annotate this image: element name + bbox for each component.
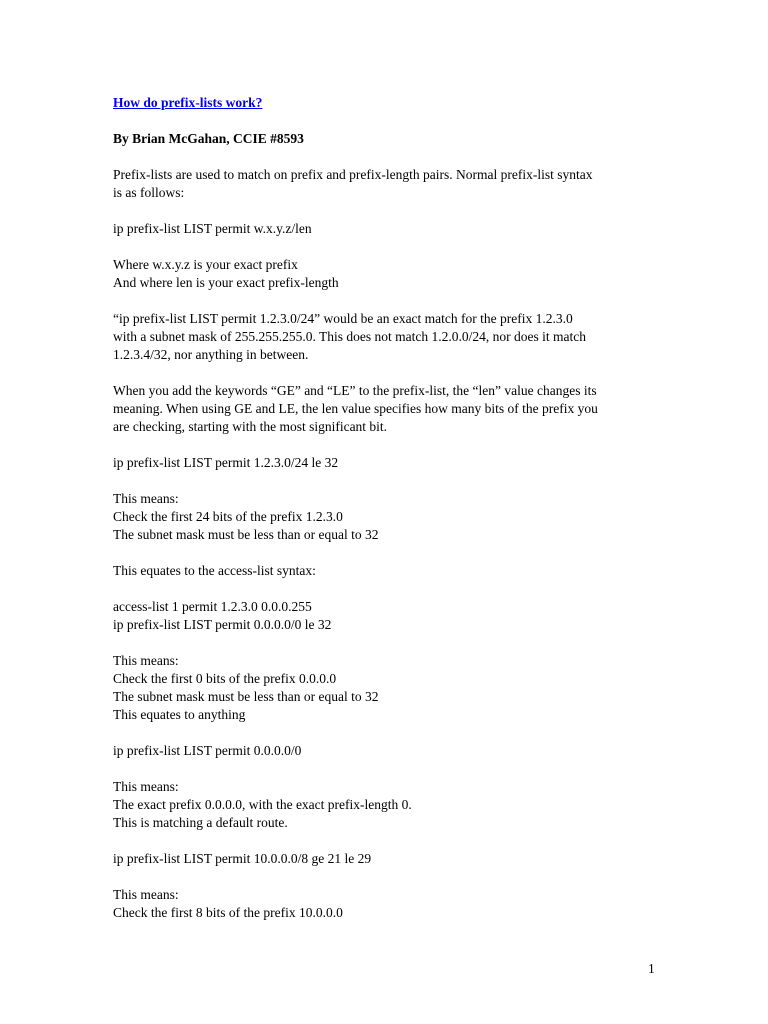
paragraph — [113, 778, 673, 832]
text-line: This means: — [113, 491, 179, 506]
paragraph — [113, 886, 673, 922]
text-line: ip prefix-list LIST permit 0.0.0.0/0 — [113, 743, 302, 758]
text-line: Where w.x.y.z is your exact prefix — [113, 257, 298, 272]
title-link[interactable]: How do prefix-lists work? — [113, 95, 263, 110]
document-body — [113, 94, 673, 940]
text-line: Check the first 24 bits of the prefix 1.2.3.0 — [113, 509, 343, 524]
paragraph — [113, 490, 673, 544]
title-paragraph — [113, 94, 673, 112]
text-line: Check the first 8 bits of the prefix 10.0.0.0 — [113, 905, 343, 920]
text-line: The subnet mask must be less than or equal to 32 — [113, 689, 379, 704]
paragraph — [113, 220, 673, 238]
text-line: ip prefix-list LIST permit 0.0.0.0/0 le 32 — [113, 617, 332, 632]
paragraph — [113, 454, 673, 472]
text-line: are checking, starting with the most significant bit. — [113, 419, 388, 434]
paragraph — [113, 742, 673, 760]
paragraph — [113, 382, 673, 436]
text-line: The exact prefix 0.0.0.0, with the exact prefix-length 0. — [113, 797, 412, 812]
text-line: This means: — [113, 779, 179, 794]
paragraph — [113, 562, 673, 580]
text-line: This means: — [113, 887, 179, 902]
text-line: ip prefix-list LIST permit 10.0.0.0/8 ge 21 le 29 — [113, 851, 372, 866]
page-number: 1 — [648, 961, 655, 976]
paragraph — [113, 652, 673, 724]
paragraph — [113, 850, 673, 868]
text-line: Check the first 0 bits of the prefix 0.0.0.0 — [113, 671, 337, 686]
text-line: When you add the keywords “GE” and “LE” to the prefix-list, the “len” value changes its — [113, 383, 597, 398]
text-line: This means: — [113, 653, 179, 668]
text-line: And where len is your exact prefix-length — [113, 275, 339, 290]
text-line: access-list 1 permit 1.2.3.0 0.0.0.255 — [113, 599, 312, 614]
text-line: meaning. When using GE and LE, the len value specifies how many bits of the prefix you — [113, 401, 598, 416]
text-line: Prefix-lists are used to match on prefix and prefix-length pairs. Normal prefix-list syntax — [113, 167, 593, 182]
text-line: 1.2.3.4/32, nor anything in between. — [113, 347, 309, 362]
text-line: is as follows: — [113, 185, 185, 200]
text-line: ip prefix-list LIST permit 1.2.3.0/24 le 32 — [113, 455, 339, 470]
author-line: By Brian McGahan, CCIE #8593 — [113, 131, 304, 146]
text-line: This equates to the access-list syntax: — [113, 563, 316, 578]
paragraph — [113, 166, 673, 202]
text-line: This equates to anything — [113, 707, 246, 722]
paragraph — [113, 598, 673, 634]
paragraph-container — [113, 166, 673, 922]
text-line: The subnet mask must be less than or equal to 32 — [113, 527, 379, 542]
text-line: with a subnet mask of 255.255.255.0. This does not match 1.2.0.0/24, nor does it match — [113, 329, 586, 344]
text-line: This is matching a default route. — [113, 815, 288, 830]
text-line: ip prefix-list LIST permit w.x.y.z/len — [113, 221, 312, 236]
paragraph — [113, 310, 673, 364]
paragraph — [113, 256, 673, 292]
text-line: “ip prefix-list LIST permit 1.2.3.0/24” would be an exact match for the prefix 1.2.3.0 — [113, 311, 573, 326]
